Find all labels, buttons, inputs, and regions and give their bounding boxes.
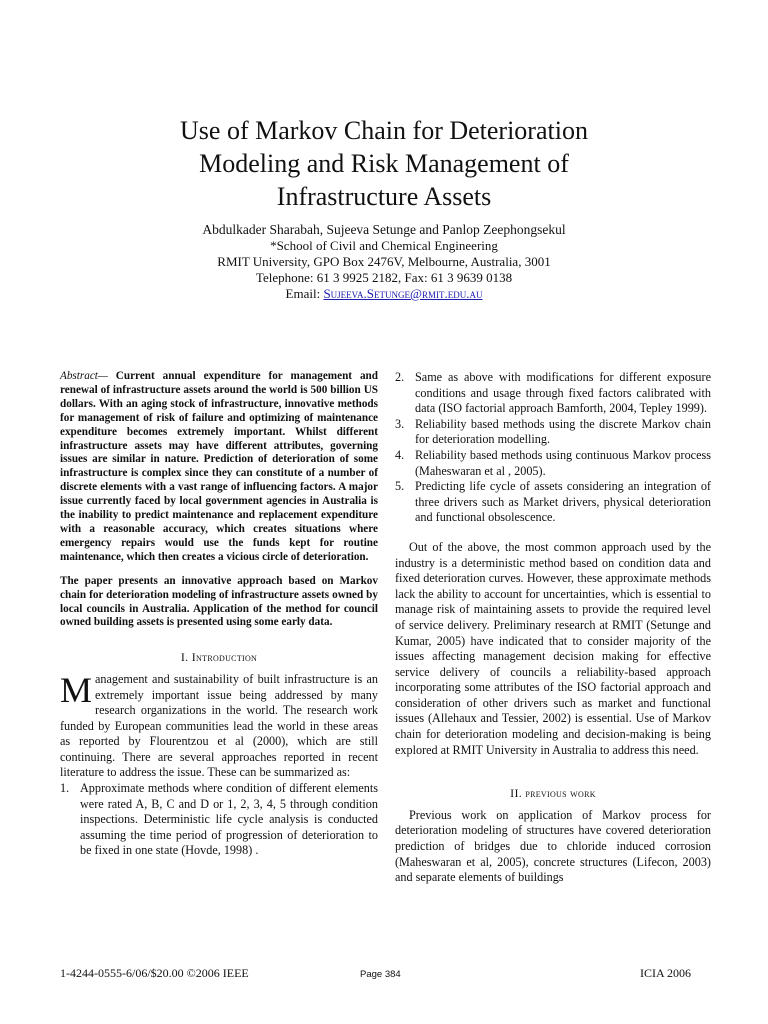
list-item-text: Predicting life cycle of assets considering an integration of three drivers such as Market drivers, physical deterioration and functional obsolescence. [415,479,711,525]
author-names: Abdulkader Sharabah, Sujeeva Setunge and Panlop Zeephongsekul [202,222,566,237]
list-item-text: Same as above with modifications for different exposure conditions and usage through fixed factors calibrated with data (ISO factorial approach Bamforth, 2004, Tepley 1999). [415,370,711,416]
list-item-text: Reliability based methods using the discrete Markov chain for deterioration modelling. [415,416,711,447]
list-item-number: 2. [395,370,405,384]
list-item-number: 3. [395,416,405,431]
abstract-text-1: Current annual expenditure for management and renewal of infrastructure assets around the world is 500 billion US dollars. With an aging stock of infrastructure, innovative methods for management of risk of failure and optimizing of maintenance expenditure becomes extremely important. Whilst different infrastructure assets may have different attributes, governing issues are similar in nature. Prediction of deterioration of some infrastructure is complex since they can constitute of a number of discrete elements with a vast range of influencing factors. A major issue currently faced by local government agencies in Australia is the inability to predict maintenance and replacement expenditure with a reasonable accuracy, which creates situations where emergency repairs would use the funds kept for routine maintenance, which then creates a vicious circle of deterioration. [60,370,378,563]
abstract [60,370,378,630]
list-item-text: Approximate methods where condition of different elements were rated A, B, C and D or 1, 2, 3, 4, 5 through condition inspections. Deterministic life cycle analysis is conducted assuming the time period of progression of deterioration to be fixed in one state (Hovde, 1998) . [80,781,378,858]
body-paragraph-2: Previous work on application of Markov process for deterioration modeling of structures have covered deterioration prediction of bridges due to chloride induced corrosion (Maheswaran et al, 2005), concrete structures (Lifecon, 2003) and separate elements of buildings [395,807,711,885]
list-item-number: 4. [395,447,405,462]
approach-list [395,370,711,526]
abstract-lead: Abstract— [60,370,108,382]
intro-list [60,781,378,859]
intro-dropcap: M [60,669,93,710]
list-item [395,417,711,448]
footer-copyright: 1-4244-0555-6/06/$20.00 ©2006 IEEE [60,966,249,980]
author-address: RMIT University, GPO Box 2476V, Melbourne, Australia, 3001 [217,254,551,269]
list-item [60,781,378,859]
title-line-3: Infrastructure Assets [276,182,492,211]
right-column [395,370,711,886]
intro-text: anagement and sustainability of built infrastructure is an extremely important issue being addressed by many research organizations in the world. The research work funded by European communities lead the world in these areas as reported by Flourentzou et al (2000), which are still continuing. There are several approaches reported in recent literature to address the issue. These can be summarized as: [60,671,378,780]
body-paragraph-1: Out of the above, the most common approach used by the industry is a deterministic method based on condition data and fixed deterioration curves. However, these approximate methods lack the ability to account for uncertainties, which is essential to manage risk of maintaining assets to provide the required level of service delivery. Preliminary research at RMIT (Setunge and Kumar, 2005) have indicated that to consider majority of the issues affecting management decision making for effective service delivery of councils a reliability-based approach incorporating some attributes of the ISO factorial approach and consideration of other drivers such as market and functional issues (Allehaux and Tessier, 2002) is essential. Use of Markov chain for deterioration modeling and decision-making is being explored at RMIT University in Australia to address this need. [395,539,711,757]
author-block [60,222,708,302]
author-phone: Telephone: 61 3 9925 2182, Fax: 61 3 9639 0138 [255,270,513,285]
abstract-paragraph-1 [60,370,378,565]
title-line-2: Modeling and Risk Management of [199,149,569,178]
paper-title [60,114,708,213]
list-item-number: 5. [395,479,405,494]
list-item [395,479,711,526]
email-label: Email: [285,286,324,301]
author-email-line [60,286,708,302]
section-heading-previous-work: II. previous work [510,786,596,801]
abstract-paragraph-2: The paper presents an innovative approach based on Markov chain for deterioration modeling of infrastructure assets owned by local councils in Australia. Application of the method for council owned building assets is presented using some early data. [60,574,378,629]
title-line-1: Use of Markov Chain for Deterioration [180,116,588,145]
left-column [60,370,378,859]
footer-page-number: Page 384 [360,969,401,980]
intro-paragraph [60,669,378,781]
footer-conference: ICIA 2006 [640,966,691,980]
list-item-number: 1. [60,781,70,796]
list-item [395,448,711,479]
section-heading-introduction: I. Introduction [180,650,258,665]
author-affiliation: *School of Civil and Chemical Engineering [270,238,498,253]
list-item-text: Reliability based methods using continuous Markov process (Maheswaran et al , 2005). [415,447,711,478]
email-link[interactable]: Sujeeva.Setunge@rmit.edu.au [323,286,483,301]
list-item [395,370,711,417]
